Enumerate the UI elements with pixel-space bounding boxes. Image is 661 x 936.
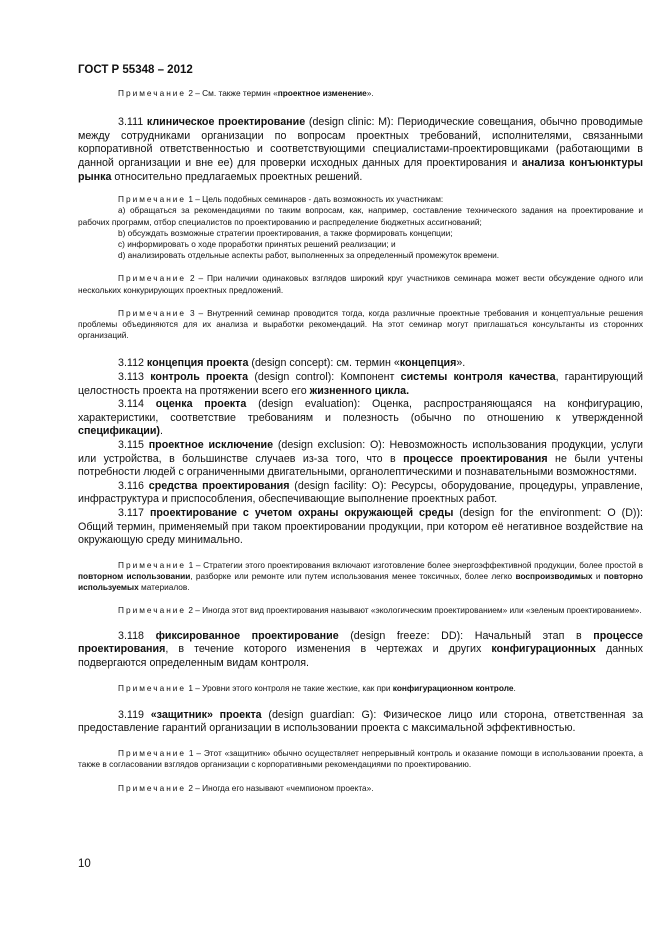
text-run: 3.111 — [118, 116, 147, 129]
text-run: c) информировать о ходе проработки принятых решений реализации; и — [118, 238, 396, 249]
note — [78, 783, 643, 794]
note-label: Примечание — [118, 194, 187, 205]
term-bold: проектное изменение — [277, 88, 367, 98]
text-run: , в течение которого изменения в чертежах и других — [165, 643, 492, 656]
text-run: 1 – Уровни этого контроля не такие жесткие, как при — [186, 683, 393, 694]
list-item — [78, 228, 643, 239]
note — [78, 88, 643, 99]
note — [78, 683, 643, 694]
note — [78, 605, 643, 616]
text-run: 3 – Внутренний семинар проводится тогда, когда различные проектные требования и концептуальные решения проблемы объединяются для их анализа и выработки рекомендаций. На этот семинар могут приглашаться консультанты из сторонних организаций. — [78, 307, 643, 341]
text-run: 3.119 — [118, 708, 151, 721]
text-run: (design guardian: G): Физическое лицо или сторона, ответственная за предоставление гарантий организации в использовании проекта с максимальной эффективностью. — [78, 708, 644, 735]
list-item — [78, 239, 643, 250]
term-3-119 — [78, 709, 643, 736]
text-run: b) обсуждать возможные стратегии проектирования, а также формировать концепции; — [118, 227, 453, 238]
note-label: Примечание — [118, 273, 187, 284]
note-label: Примечание — [118, 605, 187, 616]
note-label: Примечание — [118, 747, 187, 758]
note — [78, 194, 643, 205]
text-run: 3.118 — [118, 629, 156, 642]
term-bold: жизненного цикла. — [309, 384, 410, 397]
term-bold: проектирование с учетом охраны окружающей среды — [149, 506, 454, 519]
text-run: (design evaluation): Оценка, распространяющаяся на конфигурацию, характеристики, соответствие требованиям и полезность (обычно по отношению к утвержденной — [78, 398, 643, 424]
term-bold: повторном использовании — [78, 570, 191, 581]
text-run: 3.112 — [118, 357, 147, 370]
list-item — [78, 250, 643, 261]
term-bold: процессе проектирования — [78, 629, 643, 656]
text-run: и — [592, 570, 604, 581]
text-run: . — [513, 683, 516, 694]
text-run: (design for the environment: О (D)): Общий термин, применяемый при таком проектировании продукции, при котором её негативное воздействие на окружающую среду минимально. — [78, 506, 644, 547]
term-3-114 — [78, 398, 643, 439]
term-bold: концепция — [399, 357, 457, 370]
text-run: d) анализировать отдельные аспекты работ, выполненных за определенный промежуток времени. — [118, 250, 500, 261]
term-3-111 — [78, 116, 643, 184]
text-run: 2 – При наличии одинаковых взглядов широкий круг участников семинара может вести обсуждение одного или нескольких конкурирующих проектных предложений. — [78, 273, 643, 295]
note-label: Примечание — [118, 307, 187, 318]
term-3-113 — [78, 371, 643, 398]
text-run: материалов. — [138, 582, 190, 593]
note — [78, 273, 643, 295]
text-run: . — [159, 425, 163, 438]
text-run: 2 – Иногда его называют «чемпионом проекта». — [186, 783, 374, 794]
term-bold: контроль проекта — [150, 371, 249, 383]
list-item — [78, 205, 643, 227]
text-run: , разборке или ремонте или путем использования менее токсичных, более легко — [190, 570, 516, 581]
term-bold: проектное исключение — [148, 438, 274, 451]
term-3-116 — [78, 480, 643, 507]
text-run: (design clinic: М): Периодические совещания, обычно проводимые между сотрудниками организации по вопросам проектных требований, исполнителями, связанными корпоративной ответственностью и соответствующими специалистами-проектировщиками (работающими в данной организации и вне ее) для проверки исходных данных для проектирования и — [78, 116, 643, 169]
text-run: a) обращаться за рекомендациями по таким вопросам, как, например, составление технического задания на проектирование и рабочих программ, отбор специалистов по проектированию и распределение бюджетных ассигнований; — [78, 205, 643, 227]
text-run: , гарантирующий целостность проекта на протяжении всего его — [78, 371, 643, 397]
text-run: (design facility: О): Ресурсы, оборудование, процедуры, управление, инфраструктура и приспособления, обеспечивающие выполнение проектных работ. — [78, 479, 643, 506]
text-run: (design concept): см. термин « — [248, 357, 400, 370]
text-run: 3.117 — [118, 506, 150, 519]
term-3-115 — [78, 439, 643, 480]
text-run: 2 – См. также термин « — [186, 88, 278, 98]
term-bold: системы контроля качества — [400, 371, 556, 383]
term-bold: оценка проекта — [155, 398, 247, 411]
term-bold: конфигурационных — [491, 643, 596, 656]
note — [78, 748, 643, 770]
text-run: 2 – Иногда этот вид проектирования называют «экологическим проектированием» или «зеленым проектированием». — [186, 605, 642, 616]
page-number: 10 — [78, 858, 91, 870]
text-run: 3.113 — [118, 371, 151, 383]
term-bold: анализа конъюнктуры рынка — [78, 156, 643, 183]
term-bold: средства проектирования — [148, 479, 290, 492]
term-3-112 — [78, 357, 643, 371]
text-run: ». — [366, 88, 374, 98]
document-header: ГОСТ Р 55348 – 2012 — [78, 64, 193, 76]
note — [78, 560, 643, 594]
text-run: 1 – Стратегии этого проектирования включают изготовление более энергоэффективной продукции, более простой в — [186, 559, 643, 570]
text-run: (design control): Компонент — [248, 371, 401, 383]
text-run: относительно предлагаемых проектных решений. — [111, 170, 363, 183]
term-bold: повторно используемых — [78, 570, 643, 593]
text-run: 3.114 — [118, 398, 156, 411]
term-bold: процессе проектирования — [403, 452, 548, 465]
term-bold: спецификации) — [78, 425, 160, 438]
note-label: Примечание — [118, 88, 187, 98]
note-label: Примечание — [118, 559, 187, 570]
text-run: (design freeze: DD): Начальный этап в — [338, 629, 594, 642]
term-bold: клиническое проектирование — [146, 116, 306, 129]
text-run: 1 – Этот «защитник» обычно осуществляет непрерывный контроль и оказание помощи в использовании проекта, а также в согласовании взглядов организации с корпоративными рекомендациями по проектированию. — [78, 747, 643, 769]
text-run: 3.115 — [118, 438, 149, 451]
text-run: ». — [456, 357, 466, 370]
text-run: (design exclusion: О): Невозможность использования продукции, услуги или устройства, в большинстве случаев из-за того, что в — [78, 438, 643, 465]
note-label: Примечание — [118, 683, 187, 694]
text-run: 3.116 — [118, 479, 149, 492]
term-bold: фиксированное проектирование — [155, 629, 339, 642]
text-run: данных подвергаются определенным видам контроля. — [78, 643, 643, 669]
term-bold: концепция проекта — [146, 357, 249, 370]
term-3-118 — [78, 630, 643, 671]
term-bold: воспроизводимых — [515, 570, 593, 581]
term-3-117 — [78, 507, 643, 548]
note-label: Примечание — [118, 783, 187, 794]
text-run: 1 – Цель подобных семинаров - дать возможность их участникам: — [186, 194, 444, 205]
term-bold: «защитник» проекта — [150, 708, 262, 721]
term-bold: конфигурационном контроле — [392, 683, 514, 694]
text-run: не были учтены потребности людей с ограниченными двигательными, органолептическими и познавательными возможностями. — [78, 452, 643, 479]
note — [78, 308, 643, 342]
page-content — [78, 88, 643, 794]
